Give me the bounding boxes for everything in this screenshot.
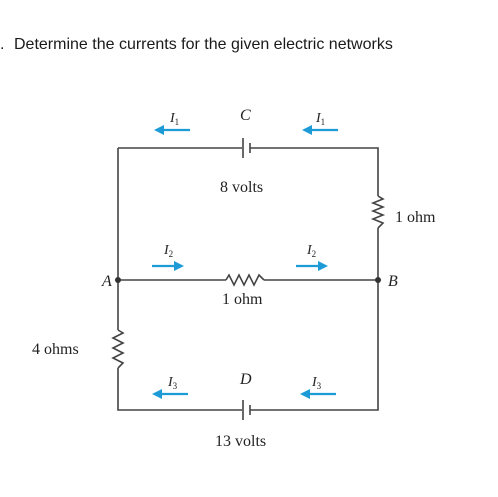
wire-left-lower [118, 368, 242, 410]
node-label-b: B [388, 273, 398, 290]
current-label-mid-left: $I_2$ [164, 243, 174, 259]
label-8-volts: 8 volts [220, 179, 264, 196]
battery-top [243, 138, 250, 158]
problem-text: Determine the currents for the given electric networks [14, 36, 393, 53]
current-label-bot-left: $I_3$ [168, 375, 178, 391]
node-label-d: D [240, 371, 252, 388]
wire-bottom-right [250, 280, 378, 410]
current-arrow-bot-left [152, 389, 188, 399]
node-b-dot [375, 277, 381, 283]
current-arrow-top-left [154, 125, 190, 135]
label-1-ohm-middle: 1 ohm [222, 291, 263, 308]
label-13-volts: 13 volts [215, 433, 267, 450]
node-a-dot [115, 277, 121, 283]
current-label-bot-right: $I_3$ [312, 375, 322, 391]
problem-number: . [0, 36, 5, 53]
current-label-top-right: $I_1$ [316, 111, 326, 127]
label-4-ohms: 4 ohms [32, 341, 79, 358]
label-1-ohm-right: 1 ohm [395, 209, 436, 226]
node-label-a: A [102, 273, 112, 290]
resistor-right [373, 196, 383, 228]
resistor-middle [226, 275, 264, 285]
current-arrow-mid-left [152, 261, 184, 271]
wire-top-right [250, 148, 378, 196]
current-label-top-left: $I_1$ [170, 111, 180, 127]
resistor-left [113, 330, 123, 368]
battery-bottom [243, 400, 250, 420]
current-label-mid-right: $I_2$ [307, 243, 317, 259]
current-arrow-mid-right [296, 261, 328, 271]
node-label-c: C [240, 107, 251, 124]
